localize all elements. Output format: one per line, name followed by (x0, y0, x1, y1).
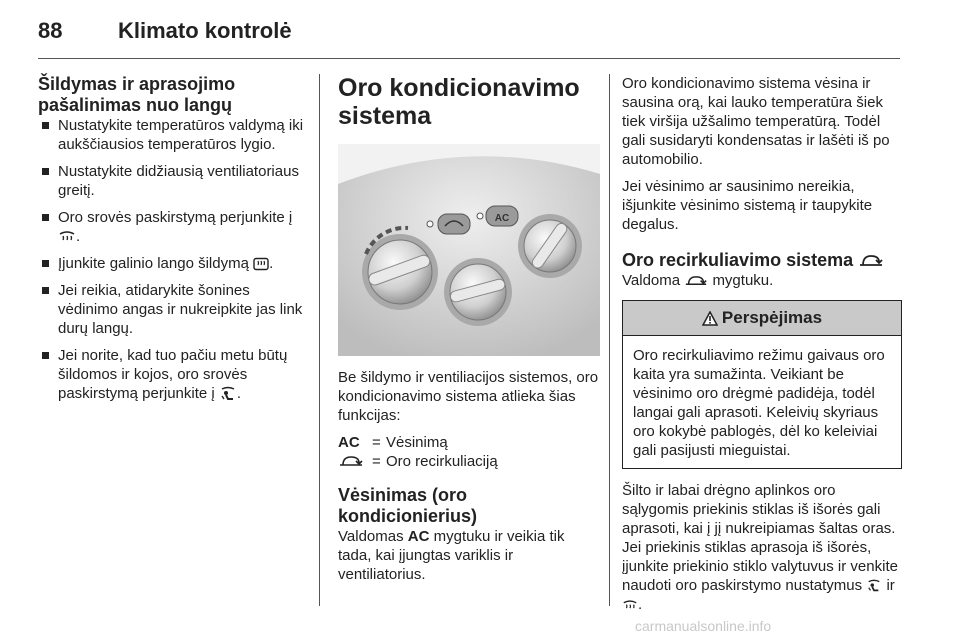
paragraph-ac-function: Oro kondicionavimo sistema vėsina ir sausina orą, kai lauko temperatūra šiek tiek viršija užšalimo temperatūrą. Todėl gali susidaryti kondensatas ir lašėti iš po automobilio. (622, 75, 890, 168)
ac-intro: Be šildymo ir ventiliacijos sistemos, oro kondicionavimo sistema atlieka šias funkcijas: (338, 369, 599, 424)
watermark: carmanualsonline.info (635, 618, 772, 634)
bullet-icon (42, 287, 49, 294)
feet-defrost-icon (219, 386, 237, 402)
bullet-icon (42, 168, 49, 175)
section-heading-cooling: Vėsinimas (oro kondicionierius) (338, 485, 478, 526)
warning-text: Oro recirkuliavimo režimu gaivaus oro kaita yra sumažinta. Veikiant be vėsinimo oro drėgmė padidėja, todėl langai gali aprasoti. Keleivių skyriaus oro kokybė pablogės, dėl ko keleiviai gali pasijusti mieguistai. (633, 347, 885, 459)
list-item: Jei norite, kad tuo pačiu metu būtų šildomos ir kojos, oro srovės paskirstymą perjunkite į . (38, 346, 306, 403)
paragraph-save-fuel: Jei vėsinimo ar sausinimo nereikia, išjunkite vėsinimo sistemą ir taupykite degalus. (622, 178, 873, 233)
feet-defrost-icon (866, 579, 882, 593)
instruction-list (38, 116, 306, 403)
list-item: Jei reikia, atidarykite šonines vėdinimo angas ir nukreipkite jas link durų langų. (38, 281, 306, 338)
list-item: Nustatykite temperatūros valdymą iki aukščiausios temperatūros lygio. (38, 116, 306, 154)
paragraph-fogging: Šilto ir labai drėgno aplinkos oro sąlygomis priekinis stiklas iš išorės gali aprasoti, kai į jį nukreipiamas šaltas oras. Jei priekinis stiklas aprasoja iš išorės, įjunkite priekinio stiklo valytuvus ir venkite naudoti oro paskirstymo nustatymus ir . (622, 482, 898, 613)
section-heading-ac: Oro kondicionavimo sistema (338, 74, 580, 130)
column-divider-2 (609, 74, 610, 606)
warning-triangle-icon (702, 311, 718, 326)
climate-panel-photo (338, 144, 600, 356)
bullet-icon (42, 260, 49, 267)
function-list (338, 433, 600, 471)
warning-header (623, 301, 901, 336)
list-item: Nustatykite didžiausią ventiliatoriaus greitį. (38, 162, 306, 200)
section-heading-defrost: Šildymas ir aprasojimo pašalinimas nuo langų (38, 74, 236, 115)
warning-box (622, 300, 902, 469)
bullet-icon (42, 214, 49, 221)
column-right (622, 74, 902, 614)
cooling-paragraph: Valdomas AC mygtuku ir veikia tik tada, kai įjungtas variklis ir ventiliatorius. (338, 528, 565, 583)
warning-title: Perspėjimas (721, 308, 823, 327)
list-item: Oro srovės paskirstymą perjunkite į . (38, 208, 306, 246)
rear-window-heat-icon (253, 257, 269, 271)
column-left (38, 74, 306, 411)
air-recirculation-icon (338, 455, 364, 469)
air-recirculation-icon (684, 275, 708, 288)
air-recirculation-icon (858, 253, 884, 269)
climate-panel-illustration (338, 144, 600, 356)
page-number: 88 (38, 18, 63, 43)
list-item: Įjunkite galinio lango šildymą . (38, 254, 306, 273)
column-middle (338, 74, 600, 584)
windscreen-defrost-icon (58, 230, 76, 244)
section-heading-recirculation: Oro recirkuliavimo sistema (622, 250, 902, 271)
bullet-icon (42, 122, 49, 129)
function-row-ac: AC = Vėsinimą (338, 434, 448, 451)
page-header (38, 10, 900, 56)
column-divider-1 (319, 74, 320, 606)
ac-button-label: AC (494, 213, 510, 224)
windscreen-defrost-icon (622, 599, 638, 612)
recirculation-paragraph: Valdoma mygtuku. (622, 272, 774, 289)
bullet-icon (42, 352, 49, 359)
function-row-recirc: = Oro recirkuliaciją (338, 452, 600, 471)
header-divider (38, 58, 900, 59)
chapter-title: Klimato kontrolė (118, 18, 292, 43)
